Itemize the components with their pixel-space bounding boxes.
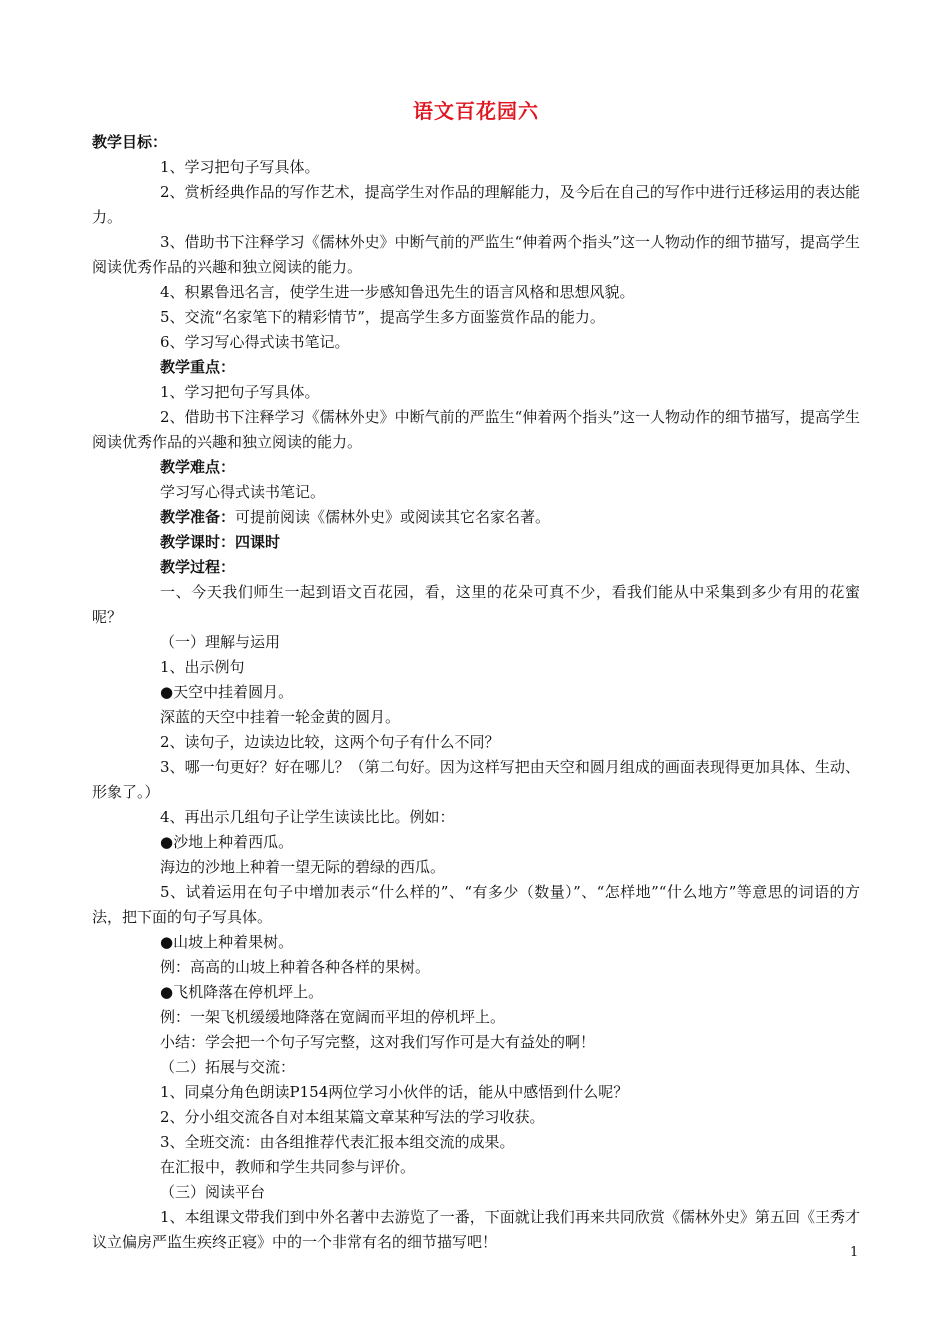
paragraph: 教学目标： <box>92 133 168 151</box>
paragraph: 海边的沙地上种着一望无际的碧绿的西瓜。 <box>160 858 446 876</box>
paragraph: 一、今天我们师生一起到语文百花园，看，这里的花朵可真不少，看我们能从中采集到多少有用的花蜜呢？ <box>92 583 860 626</box>
paragraph: 2、读句子，边读边比较，这两个句子有什么不同？ <box>160 733 500 751</box>
paragraph: ●飞机降落在停机坪上。 <box>160 983 324 1001</box>
paragraph: 6、学习写心得式读书笔记。 <box>160 333 350 351</box>
paragraph: 在汇报中，教师和学生共同参与评价。 <box>160 1158 416 1176</box>
section-heading: 教学重点： <box>160 358 236 376</box>
paragraph: 例：高高的山坡上种着各种各样的果树。 <box>160 958 431 976</box>
paragraph: （二）拓展与交流： <box>160 1058 296 1076</box>
paragraph: ●天空中挂着圆月。 <box>160 683 294 701</box>
page-number: 1 <box>850 1245 859 1260</box>
document-title: 语文百花园六 <box>413 99 539 123</box>
paragraph: 3、全班交流：由各组推荐代表汇报本组交流的成果。 <box>160 1133 515 1151</box>
paragraph: ●山坡上种着果树。 <box>160 933 294 951</box>
paragraph: 2、赏析经典作品的写作艺术，提高学生对作品的理解能力，及今后在自己的写作中进行迁移运用的表达能力。 <box>92 183 860 226</box>
section-text: 可提前阅读《儒林外史》或阅读其它名家名著。 <box>235 508 551 526</box>
paragraph: 1、本组课文带我们到中外名著中去游览了一番，下面就让我们再来共同欣赏《儒林外史》第五回《王秀才议立偏房严监生疾终正寝》中的一个非常有名的细节描写吧！ <box>92 1208 860 1251</box>
paragraph: 1、同桌分角色朗读P154两位学习小伙伴的话，能从中感悟到什么呢？ <box>160 1083 629 1101</box>
paragraph: 3、借助书下注释学习《儒林外史》中断气前的严监生“伸着两个指头”这一人物动作的细节描写，提高学生阅读优秀作品的兴趣和独立阅读的能力。 <box>92 233 860 276</box>
paragraph: 5、试着运用在句子中增加表示“什么样的”、“有多少（数量）”、“怎样地”“什么地方”等意思的词语的方法，把下面的句子写具体。 <box>92 883 860 926</box>
paragraph: 5、交流“名家笔下的精彩情节”，提高学生多方面鉴赏作品的能力。 <box>160 308 605 326</box>
paragraph: （一）理解与运用 <box>160 633 281 651</box>
paragraph: ●沙地上种着西瓜。 <box>160 833 294 851</box>
section-heading: 教学课时：四课时 <box>160 533 281 551</box>
paragraph: 小结：学会把一个句子写完整，这对我们写作可是大有益处的啊！ <box>160 1033 596 1051</box>
paragraph: 2、借助书下注释学习《儒林外史》中断气前的严监生“伸着两个指头”这一人物动作的细节描写，提高学生阅读优秀作品的兴趣和独立阅读的能力。 <box>92 408 860 451</box>
document-body <box>92 130 860 1255</box>
paragraph: 2、分小组交流各自对本组某篇文章某种写法的学习收获。 <box>160 1108 545 1126</box>
paragraph: 1、出示例句 <box>160 658 245 676</box>
paragraph <box>92 505 860 530</box>
paragraph: 4、再出示几组句子让学生读读比比。例如： <box>160 808 455 826</box>
paragraph: 1、学习把句子写具体。 <box>160 383 320 401</box>
paragraph: 3、哪一句更好？好在哪儿？（第二句好。因为这样写把由天空和圆月组成的画面表现得更加具体、生动、形象了。） <box>92 758 860 801</box>
paragraph: 1、学习把句子写具体。 <box>160 158 320 176</box>
paragraph: 深蓝的天空中挂着一轮金黄的圆月。 <box>160 708 401 726</box>
section-heading: 教学过程： <box>160 558 236 576</box>
paragraph: （三）阅读平台 <box>160 1183 266 1201</box>
paragraph: 4、积累鲁迅名言，使学生进一步感知鲁迅先生的语言风格和思想风貌。 <box>160 283 635 301</box>
paragraph: 学习写心得式读书笔记。 <box>160 483 326 501</box>
document-page <box>92 96 860 1255</box>
section-heading: 教学难点： <box>160 458 236 476</box>
section-label: 教学准备： <box>160 508 236 526</box>
paragraph: 例：一架飞机缓缓地降落在宽阔而平坦的停机坪上。 <box>160 1008 506 1026</box>
